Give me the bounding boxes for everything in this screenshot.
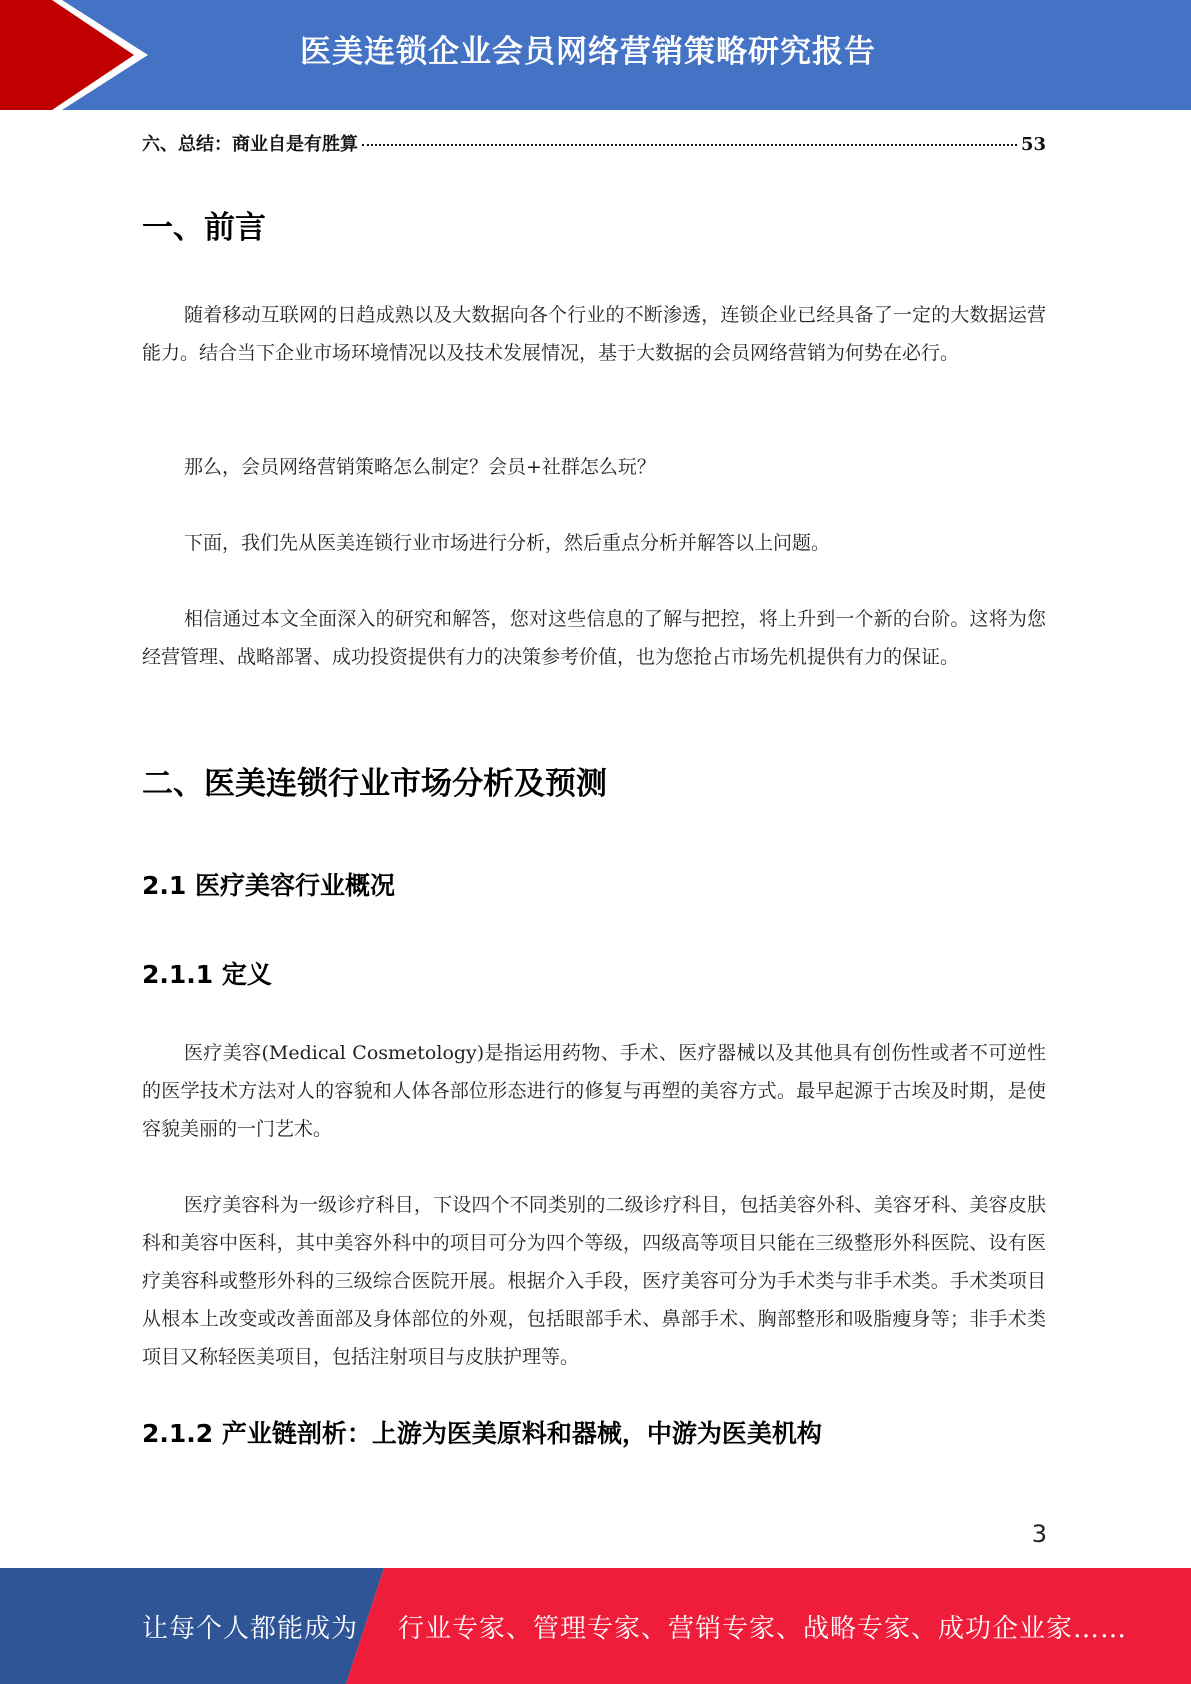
report-title: 医美连锁企业会员网络营销策略研究报告 [300,34,876,70]
definition-paragraph-2: 医疗美容科为一级诊疗科目，下设四个不同类别的二级诊疗科目，包括美容外科、美容牙科、美容皮肤科和美容中医科，其中美容外科中的项目可分为四个等级，四级高等项目只能在三级整形外科医院、设有医疗美容科或整形外科的三级综合医院开展。根据介入手段，医疗美容可分为手术类与非手术类。手术类项目从根本上改变或改善面部及身体部位的外观，包括眼部手术、鼻部手术、胸部整形和吸脂瘦身等；非手术类项目又称轻医美项目，包括注射项目与皮肤护理等。 [142,1194,1046,1368]
toc-leader-dots [362,144,1017,146]
preface-paragraph-3: 下面，我们先从医美连锁行业市场进行分析，然后重点分析并解答以上问题。 [184,532,831,554]
toc-entry-page: 53 [1020,134,1046,155]
header-chevron-graphic [0,0,160,110]
section-heading-market-analysis: 二、医美连锁行业市场分析及预测 [142,766,607,802]
toc-entry-label: 六、总结：商业自是有胜算 [142,134,358,155]
header-banner [0,0,1191,110]
preface-paragraph-4: 相信通过本文全面深入的研究和解答，您对这些信息的了解与把控，将上升到一个新的台阶。这将为您经营管理、战略部署、成功投资提供有力的决策参考价值，也为您抢占市场先机提供有力的保证。 [142,608,1046,668]
preface-paragraph-1: 随着移动互联网的日趋成熟以及大数据向各个行业的不断渗透，连锁企业已经具备了一定的大数据运营能力。结合当下企业市场环境情况以及技术发展情况，基于大数据的会员网络营销为何势在必行。 [142,304,1046,364]
toc-entry[interactable] [142,130,1046,156]
footer-slogan-right: 行业专家、管理专家、营销专家、战略专家、成功企业家…… [398,1614,1128,1644]
definition-paragraph-1: 医疗美容(Medical Cosmetology)是指运用药物、手术、医疗器械以及其他具有创伤性或者不可逆性的医学技术方法对人的容貌和人体各部位形态进行的修复与再塑的美容方式。最早起源于古埃及时期，是使容貌美丽的一门艺术。 [142,1042,1046,1140]
footer-banner [0,1568,1191,1684]
page-number: 3 [1031,1520,1047,1548]
footer-slogan-left: 让每个人都能成为 [142,1614,359,1644]
subsection-heading-overview: 2.1 医疗美容行业概况 [142,871,395,900]
subsection-heading-definition: 2.1.1 定义 [142,960,272,989]
section-heading-preface: 一、前言 [142,210,266,246]
subsection-heading-industry-chain: 2.1.2 产业链剖析：上游为医美原料和器械，中游为医美机构 [142,1419,822,1448]
preface-paragraph-2: 那么，会员网络营销策略怎么制定？会员+社群怎么玩？ [184,456,656,478]
